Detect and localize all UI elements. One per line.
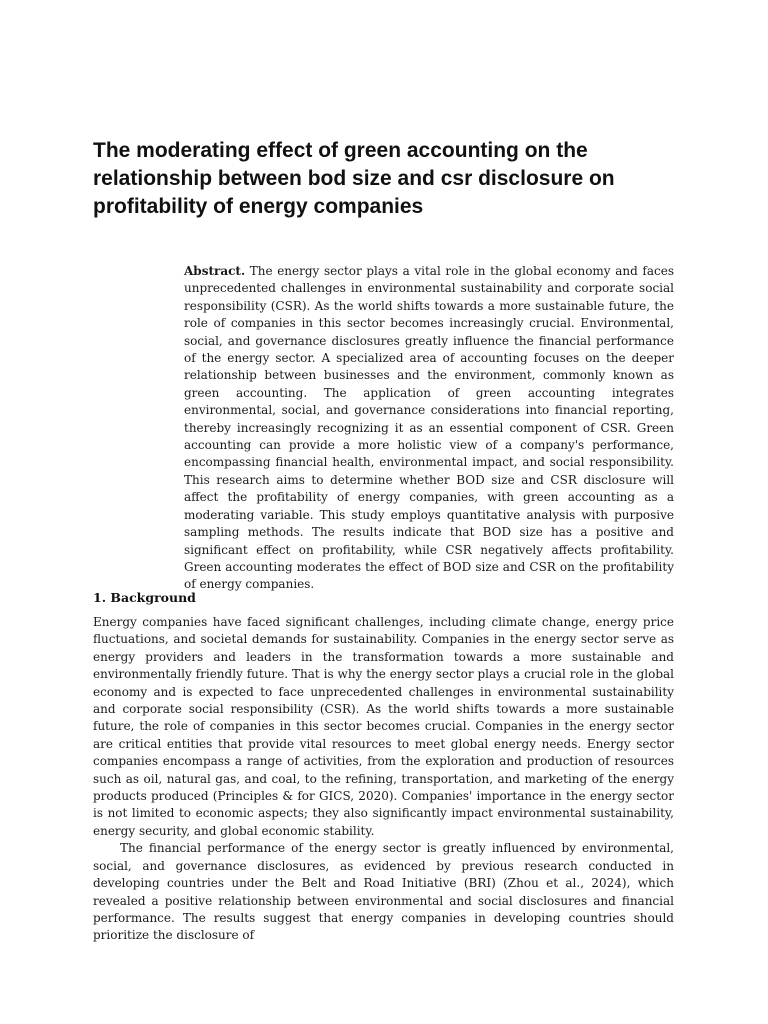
paper-title: The moderating effect of green accounting on the relationship between bod size and csr disclosure on profitability of energy companies xyxy=(93,139,615,218)
abstract-label: Abstract. xyxy=(184,264,246,278)
section-heading-background: 1. Background xyxy=(93,590,196,605)
abstract-text: The energy sector plays a vital role in the global economy and faces unprecedented challenges in environmental sustainability and corporate social responsibility (CSR). As the world shifts towards a more sustainable future, the role of companies in this sector becomes increasingly crucial. Environmental, social, and governance disclosures greatly influence the financial performance of the energy sector. A specialized area of accounting focuses on the deeper relationship between businesses and the environment, commonly known as green accounting. The application of green accounting integrates environmental, social, and governance considerations into financial reporting, thereby increasingly recognizing it as an essential component of CSR. Green accounting can provide a more holistic view of a company's performance, encompassing financial health, environmental impact, and social responsibility. This research aims to determine whether BOD size and CSR disclosure will affect the profitability of energy companies, with green accounting as a moderating variable. This study employs quantitative analysis with purposive sampling methods. The results indicate that BOD size has a positive and significant effect on profitability, while CSR negatively affects profitability. Green accounting moderates the effect of BOD size and CSR on the profitability of energy companies. xyxy=(184,264,674,592)
abstract-block xyxy=(184,263,674,594)
body-paragraph: The financial performance of the energy sector is greatly influenced by environmental, social, and governance disclosures, as evidenced by previous research conducted in developing countries under the Belt and Road Initiative (BRI) (Zhou et al., 2024), which revealed a positive relationship between environmental and social disclosures and financial performance. The results suggest that energy companies in developing countries should prioritize the disclosure of xyxy=(93,841,674,943)
body-paragraph: Energy companies have faced significant challenges, including climate change, energy price fluctuations, and societal demands for sustainability. Companies in the energy sector serve as energy providers and leaders in the transformation towards a more sustainable and environmentally friendly future. That is why the energy sector plays a crucial role in the global economy and is expected to face unprecedented challenges in environmental sustainability and corporate social responsibility (CSR). As the world shifts towards a more sustainable future, the role of companies in this sector becomes crucial. Companies in the energy sector are critical entities that provide vital resources to meet global energy needs. Energy sector companies encompass a range of activities, from the exploration and production of resources such as oil, natural gas, and coal, to the refining, transportation, and marketing of the energy products produced (Principles & for GICS, 2020). Companies' importance in the energy sector is not limited to economic aspects; they also significantly impact environmental sustainability, energy security, and global economic stability. xyxy=(93,615,674,838)
section-body-background xyxy=(93,614,674,945)
